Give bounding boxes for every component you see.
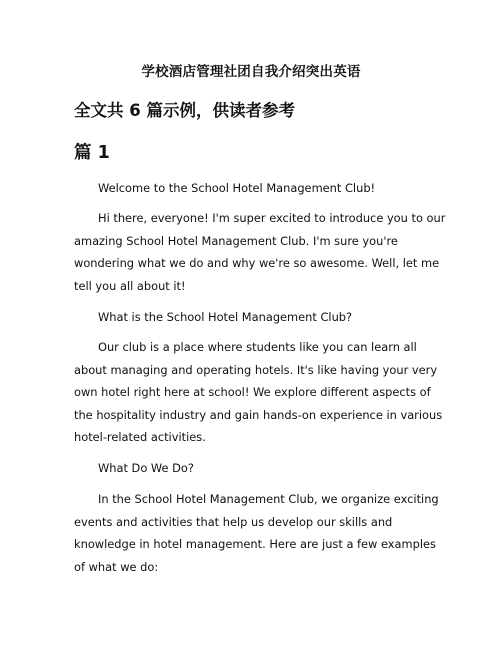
paragraph-line: own hotel right here at school! We explore different aspects of bbox=[74, 385, 431, 399]
section-heading: 篇 1 bbox=[74, 143, 110, 163]
paragraph-line: about managing and operating hotels. It's like having your very bbox=[74, 362, 438, 377]
paragraph-line: What Do We Do? bbox=[98, 461, 194, 475]
paragraph-line: of what we do: bbox=[74, 559, 159, 574]
paragraph-intro bbox=[74, 207, 446, 297]
paragraph-line: tell you all about it! bbox=[74, 278, 186, 293]
paragraph-line: amazing School Hotel Management Club. I'm sure you're bbox=[74, 233, 398, 248]
paragraph-line: events and activities that help us develop our skills and bbox=[74, 514, 393, 529]
paragraph-line: wondering what we do and why we're so awesome. Well, let me bbox=[74, 256, 440, 270]
paragraph-line: the hospitality industry and gain hands-on experience in various bbox=[74, 407, 443, 422]
paragraph-line: knowledge in hotel management. Here are just a few examples bbox=[74, 537, 436, 551]
paragraph-welcome bbox=[74, 177, 436, 200]
paragraph-club-description bbox=[74, 336, 443, 449]
paragraph-question-what bbox=[74, 306, 436, 329]
paragraph-line: What is the School Hotel Management Club? bbox=[98, 310, 353, 324]
document-subtitle: 全文共 6 篇示例，供读者参考 bbox=[74, 101, 295, 120]
paragraph-question-do bbox=[74, 457, 436, 480]
paragraph-line: hotel-related activities. bbox=[74, 430, 206, 444]
paragraph-line: Hi there, everyone! I'm super excited to introduce you to our bbox=[98, 211, 446, 225]
paragraph-line: Welcome to the School Hotel Management Club! bbox=[98, 181, 376, 195]
paragraph-line: In the School Hotel Management Club, we organize exciting bbox=[98, 492, 439, 506]
paragraph-line: Our club is a place where students like you can learn all bbox=[98, 340, 417, 354]
document-title: 学校酒店管理社团自我介绍突出英语 bbox=[141, 64, 361, 80]
paragraph-activities bbox=[74, 488, 439, 578]
